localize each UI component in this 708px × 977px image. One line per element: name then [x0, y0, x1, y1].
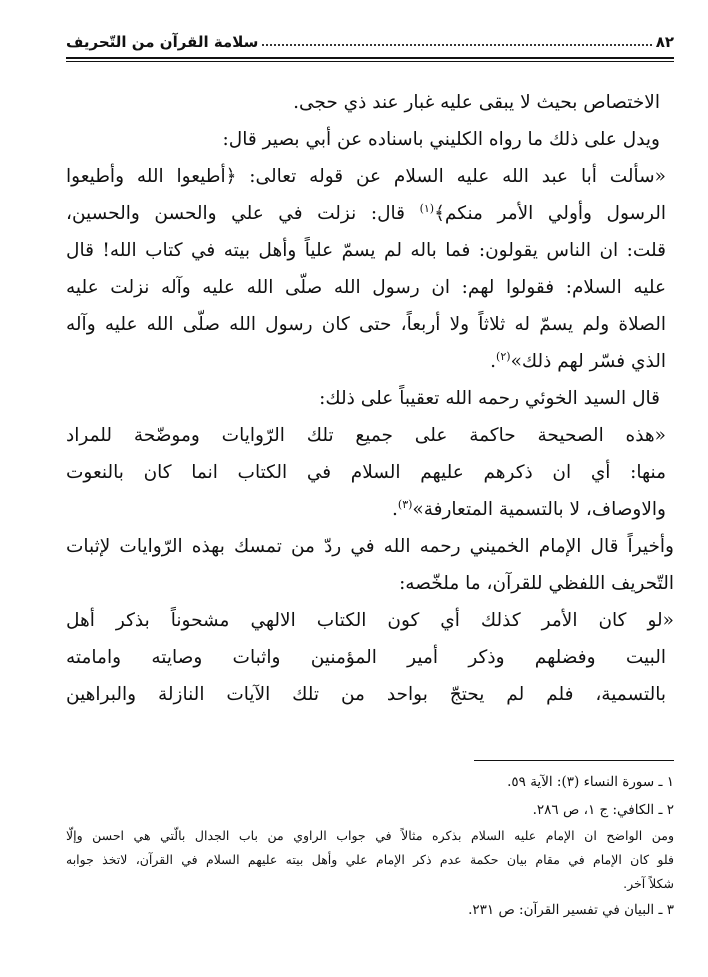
footnote-ref-1: (١): [419, 201, 435, 215]
quote-line: بالتسمية، فلم لم يحتجّ بواحد من تلك الآيات النازلة والبراهين: [66, 684, 666, 705]
quote-line: منها: أي ان ذكرهم عليهم السلام في الكتاب انما كان بالنعوت: [66, 462, 666, 483]
quote-line: «هذه الصحيحة حاكمة على جميع تلك الرّوايات وموضّحة للمراد: [66, 425, 666, 446]
footnote-2: ٢ ـ الكافي: ج ١، ص ٢٨٦.: [532, 802, 674, 818]
quran-verse: الرسول وأولي الأمر منكم﴾: [434, 203, 666, 224]
text-segment: .: [490, 351, 497, 372]
main-text: [66, 84, 674, 713]
text-line: وأخيراً قال الإمام الخميني رحمه الله في ردّ من تمسك بهذه الرّوايات لإثبات: [66, 536, 674, 557]
footnote-ref-3: (٣): [397, 497, 413, 511]
footnote-note-line: ومن الواضح ان الإمام عليه السلام بذكره مثالاً في جواب الراوي من باب الجدال بالّتي هي احسن وإلّا: [66, 828, 674, 843]
text-line: قال السيد الخوئي رحمه الله تعقيباً على ذلك:: [319, 388, 660, 409]
text-line: التّحريف اللفظي للقرآن، ما ملخّصه:: [399, 573, 674, 594]
quote-line: [66, 343, 674, 380]
footnote-note-line: شكلاً آخر.: [623, 876, 674, 891]
text-segment: الذي فسّر لهم ذلك»: [510, 351, 666, 372]
footnotes: [66, 768, 674, 924]
header-rule-thin: [66, 61, 674, 62]
header-rule-thick: [66, 57, 674, 59]
quote-line: الصلاة ولم يسمّ له ثلاثاً ولا أربعاً، حتى كان رسول الله صلّى الله عليه وآله: [66, 314, 666, 335]
footnote-ref-2: (٢): [496, 349, 511, 363]
text-segment: قال: نزلت في علي والحسن والحسين،: [66, 203, 420, 224]
footnote-note-line: فلو كان الإمام في مقام بيان حكمة عدم ذكر الإمام علي وأهل بيته عليهم السلام في القرآن، لاتخذ جوابه: [66, 852, 674, 867]
quote-line: قلت: ان الناس يقولون: فما باله لم يسمّ علياً وأهل بيته في كتاب الله! قال: [66, 240, 666, 261]
quote-line: البيت وفضلهم وذكر أمير المؤمنين واثبات وصايته وامامته: [66, 647, 666, 668]
page-number: ٨٢: [655, 33, 674, 51]
text-line: الاختصاص بحيث لا يبقى عليه غبار عند ذي حجى.: [293, 92, 660, 113]
quote-line: [66, 195, 674, 232]
text-segment: .: [392, 499, 398, 520]
quote-line: [66, 491, 674, 528]
text-segment: والاوصاف، لا بالتسمية المتعارفة»: [412, 499, 666, 520]
running-header: [66, 30, 674, 54]
text-line: ويدل على ذلك ما رواه الكليني باسناده عن أبي بصير قال:: [222, 129, 660, 150]
footnote-separator: [474, 760, 674, 761]
footnote-1: ١ ـ سورة النساء (٣): الآية ٥٩.: [507, 774, 674, 790]
quote-line: «سألت أبا عبد الله عليه السلام عن قوله تعالى: ﴿أطيعوا الله وأطيعوا: [66, 166, 666, 187]
quote-line: «لو كان الأمر كذلك أي كون الكتاب الالهي مشحوناً بذكر أهل: [66, 610, 674, 631]
header-dot-leader: [262, 44, 651, 46]
quote-line: عليه السلام: فقولوا لهم: ان رسول الله صلّى الله عليه وآله نزلت عليه: [66, 277, 666, 298]
footnote-3: ٣ ـ البيان في تفسير القرآن: ص ٢٣١.: [468, 902, 674, 918]
chapter-title: سلامة القرآن من التّحريف: [66, 33, 259, 51]
